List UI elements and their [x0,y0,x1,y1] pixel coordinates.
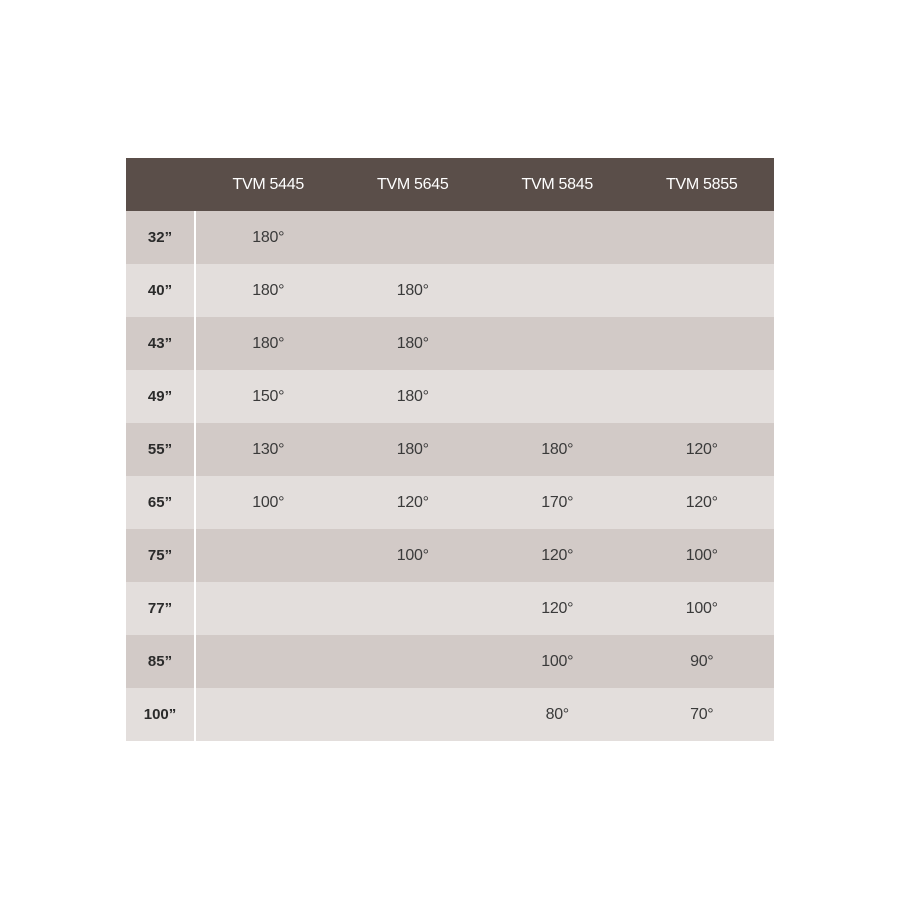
table-cell: 180° [396,387,429,405]
row-size-label: 65” [126,476,196,529]
column-header: TVM 5445 [232,175,304,193]
table-row [126,582,774,635]
row-size-label: 75” [126,529,196,582]
table-cell: 180° [252,228,285,246]
table-cell: 90° [690,652,714,670]
row-size-label: 85” [126,635,196,688]
table-cell: 170° [541,493,574,511]
table-row [126,370,774,423]
table-row [126,635,774,688]
header-corner [126,158,196,211]
table-cell: 100° [541,652,574,670]
table-header [126,158,774,211]
table-cell: 180° [396,334,429,352]
row-size-label: 43” [126,317,196,370]
row-size-label: 40” [126,264,196,317]
table-cell: 180° [252,334,285,352]
table-cell: 70° [690,705,714,723]
table-row [126,211,774,264]
table-cell: 120° [685,493,718,511]
column-header: TVM 5645 [377,175,449,193]
table-cell: 120° [396,493,429,511]
rotation-table [126,158,774,741]
table-cell: 180° [541,440,574,458]
table-cell: 120° [541,599,574,617]
table-row [126,529,774,582]
column-header: TVM 5855 [666,175,738,193]
row-size-label: 32” [126,211,196,264]
table-cell: 150° [252,387,285,405]
table-cell: 80° [545,705,569,723]
table-cell: 180° [252,281,285,299]
table-row [126,423,774,476]
row-size-label: 77” [126,582,196,635]
row-size-label: 100” [126,688,196,741]
table-cell: 100° [685,546,718,564]
table-cell: 120° [541,546,574,564]
table-cell: 120° [685,440,718,458]
table-cell: 100° [396,546,429,564]
column-header: TVM 5845 [521,175,593,193]
table-cell: 130° [252,440,285,458]
table-row [126,476,774,529]
row-size-label: 49” [126,370,196,423]
table-cell: 180° [396,281,429,299]
table-row [126,688,774,741]
table-cell: 180° [396,440,429,458]
table-cell: 100° [252,493,285,511]
table-row [126,264,774,317]
table-row [126,317,774,370]
table-cell: 100° [685,599,718,617]
row-size-label: 55” [126,423,196,476]
